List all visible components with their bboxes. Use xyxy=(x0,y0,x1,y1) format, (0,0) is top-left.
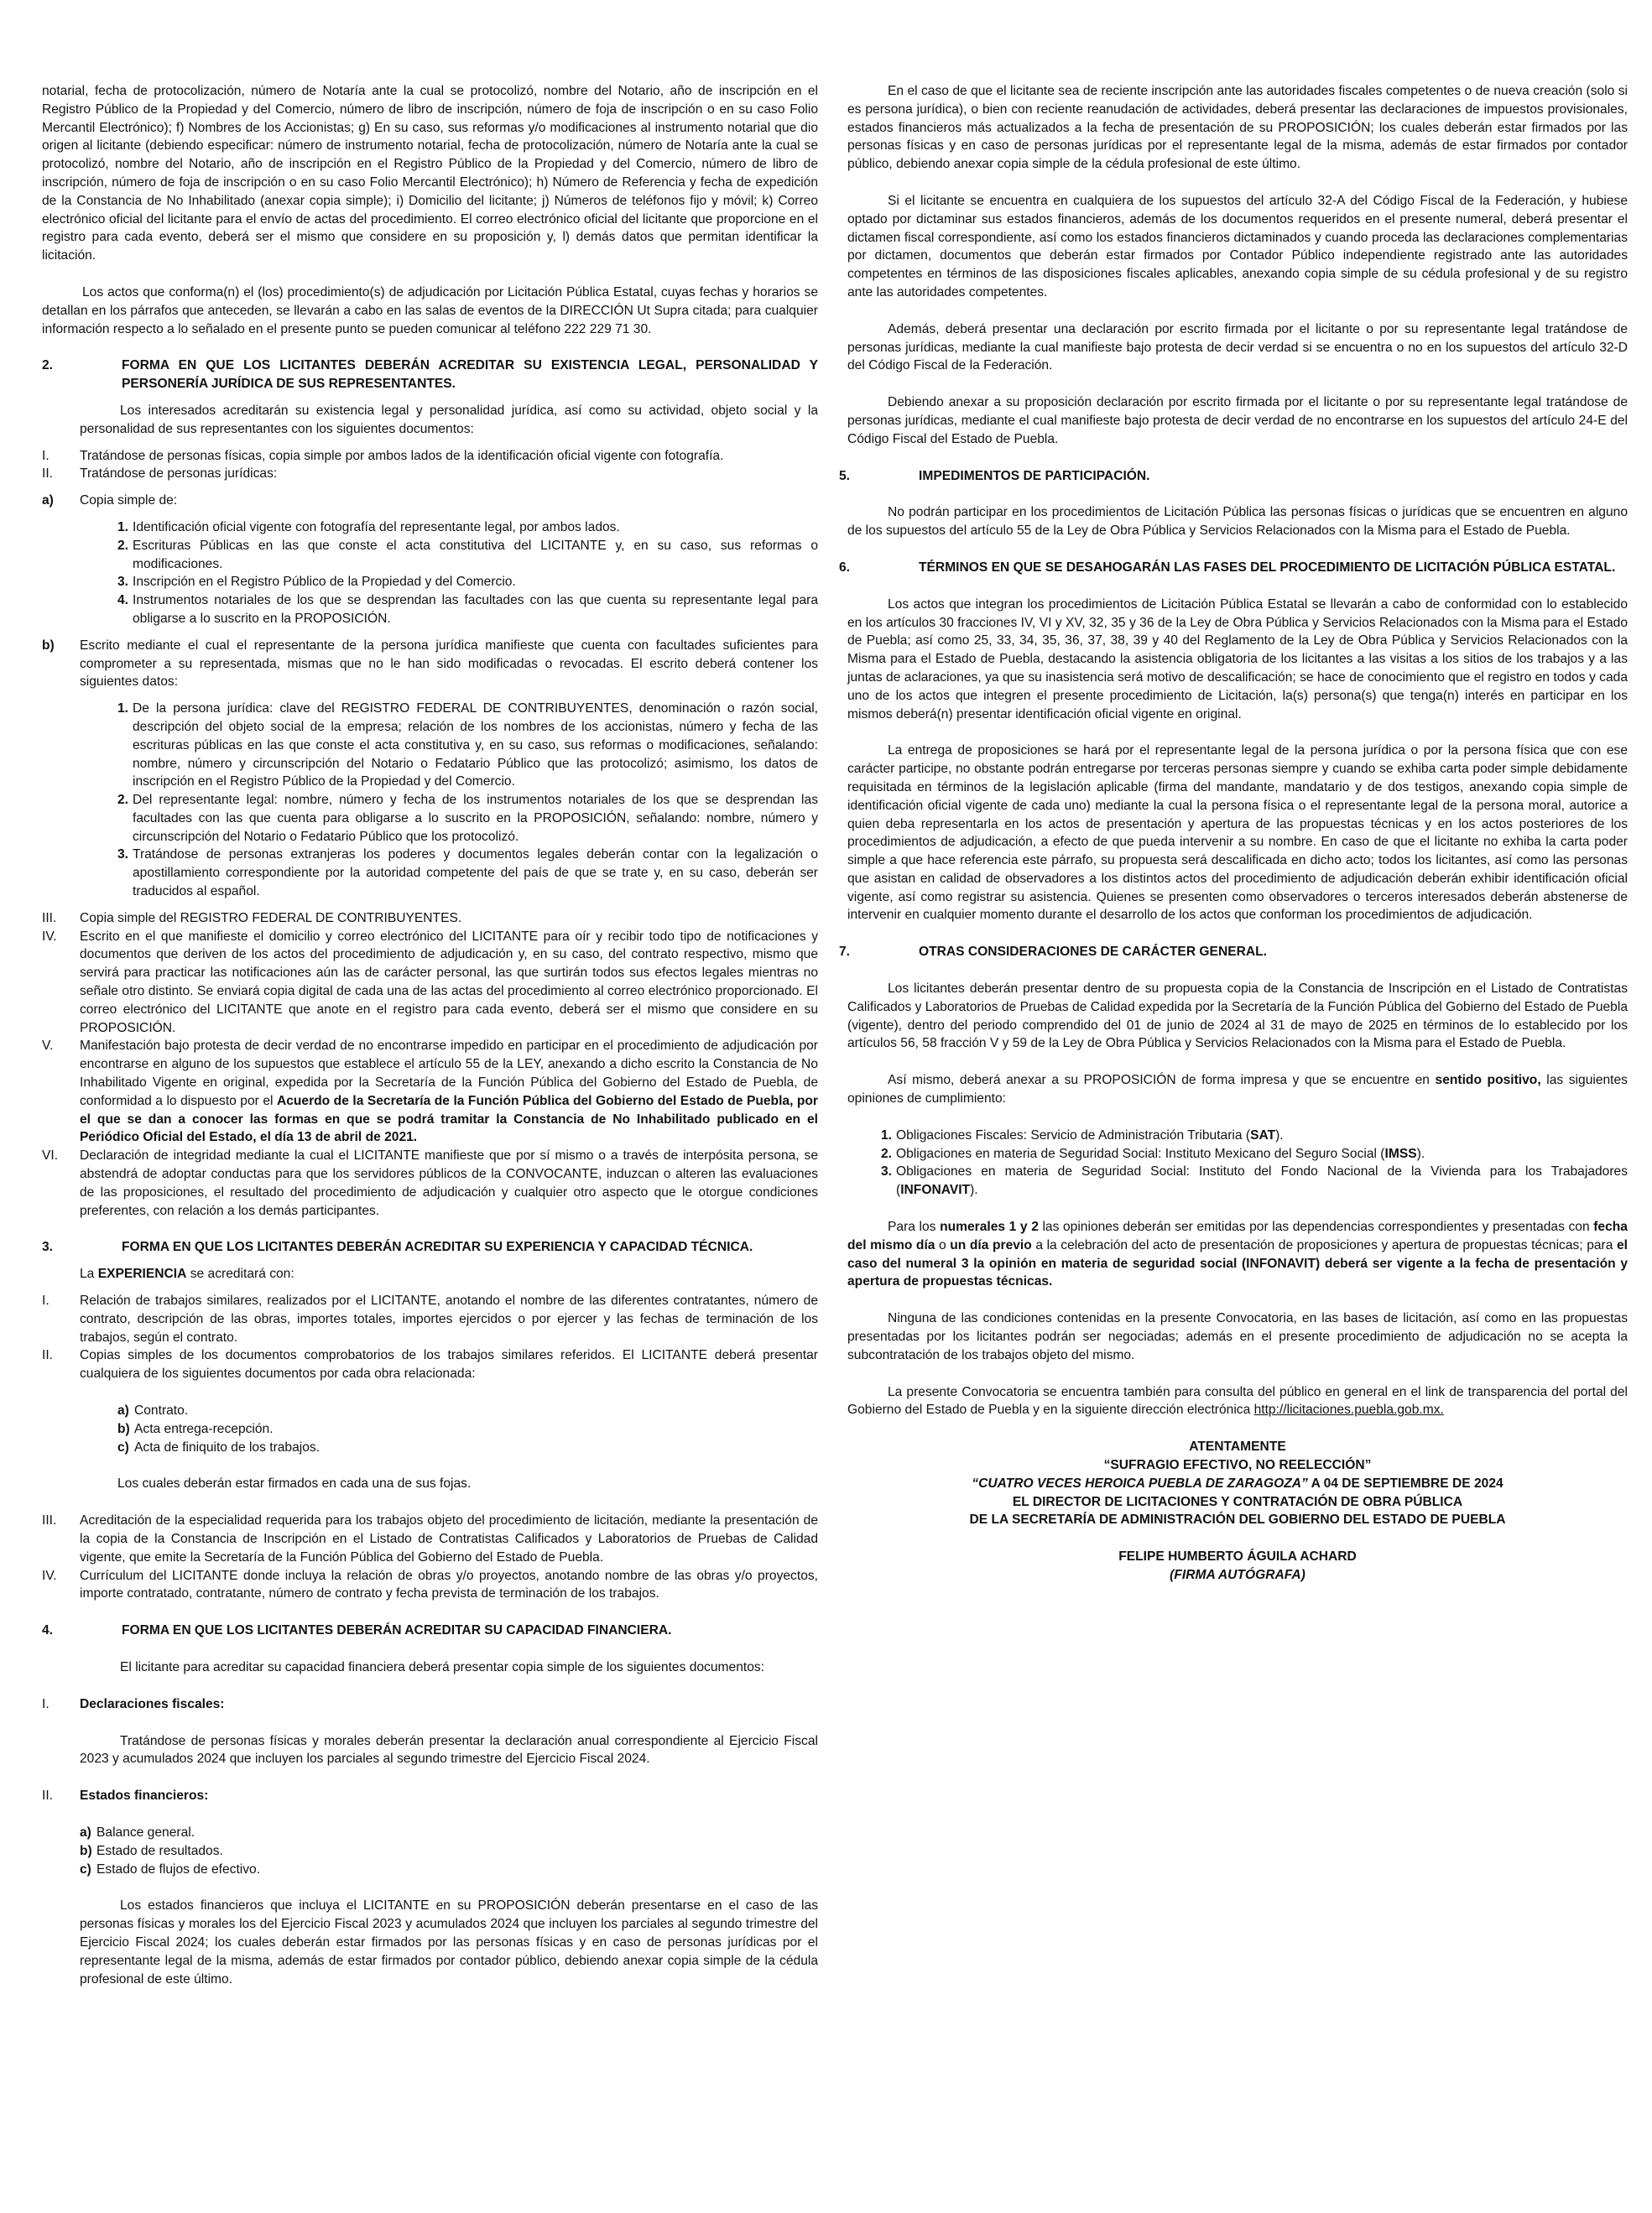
section-3-heading xyxy=(42,1238,818,1257)
section-number: 6. xyxy=(839,560,851,575)
section-title: FORMA EN QUE LOS LICITANTES DEBERÁN ACREDITAR SU CAPACIDAD FINANCIERA. xyxy=(122,1623,672,1638)
paragraph-32a: Si el licitante se encuentra en cualquiera de los supuestos del artículo 32-A del Código Fiscal de la Federación, y hubiese optado por dictaminar sus estados financieros, además de los documentos requeridos en el presente numeral, deberá presentar el dictamen fiscal correspondiente, así como los estados financieros dictaminados y cuando proceda las declaraciones complementarias por dictamen, documentos que deberán estar firmados por Contador Público independiente registrado ante las autoridades competentes en términos de las disposiciones fiscales aplicables, anexando copia simple de su cédula profesional y de su registro ante las autoridades competentes. xyxy=(847,193,1628,299)
list-item: IV. Currículum del LICITANTE donde incluya la relación de obras y/o proyectos, anotando nombre de las obras y/o proyectos, importe contratado, contratante, número de contrato y fecha prevista de terminación de los trabajos. xyxy=(42,1568,818,1601)
section-4-heading xyxy=(42,1622,818,1640)
paragraph-declaraciones: Tratándose de personas físicas y morales deberán presentar la declaración anual correspondiente al Ejercicio Fiscal 2023 y acumulados 2024 que incluyen los parciales al segundo trimestre del Ejercicio Fiscal 2024. xyxy=(80,1733,818,1767)
paragraph-24e: Debiendo anexar a su proposición declaración por escrito firmada por el licitante o por su representante legal tratándose de personas jurídicas, mediante el cual manifieste bajo protesta de decir verdad de no encontrarse en los supuestos del artículo 24-E del Código Fiscal del Estado de Puebla. xyxy=(847,395,1628,446)
list-item xyxy=(80,1824,818,1842)
list-text: Estado de resultados. xyxy=(96,1843,223,1858)
list-item xyxy=(117,700,818,791)
list-item xyxy=(881,1127,1628,1145)
section-title: IMPEDIMENTOS DE PARTICIPACIÓN. xyxy=(919,468,1150,483)
signature-note: (FIRMA AUTÓGRAFA) xyxy=(1170,1568,1305,1582)
list-item xyxy=(117,1402,818,1420)
paragraph-note: Los cuales deberán estar firmados en cada una de sus fojas. xyxy=(117,1476,472,1492)
section-7-heading xyxy=(839,943,1628,961)
list-text: Contrato. xyxy=(134,1403,189,1418)
section-number: 4. xyxy=(42,1623,54,1638)
paragraph-actos-procedimiento: Los actos que conforma(n) el (los) procedimiento(s) de adjudicación por Licitación Pública Estatal, cuyas fechas y horarios se detallan en los párrafos que anteceden, se llevarán a cabo en las salas de eventos de la DIRECCIÓN Ut Supra citada; para cualquier información respecto a lo señalado en el presente punto se pueden comunicar al teléfono 222 229 71 30. xyxy=(42,284,818,336)
list-item xyxy=(881,1163,1628,1200)
list-item: V. Manifestación bajo protesta de decir verdad de no encontrarse impedido en participar en el procedimiento de adjudicación por encontrarse en alguno de los supuestos que establece el artículo 55 de la LEY, anexando a dicho escrito la Constancia de No Inhabilitado Vigente en original, expedida por la Secretaría de la Función Pública del Gobierno del Estado de Puebla, de conformidad a lo dispuesto por el Acuerdo de la Secretaría de la Función Pública del Gobierno del Estado de Puebla, por el que se dan a conocer las formas en que se podrá tramitar la Constancia de No Inhabilitado publicado en el Periódico Oficial del Estado, el día 13 de abril de 2021. xyxy=(42,1039,819,1145)
paragraph-constancia: Los licitantes deberán presentar dentro de su propuesta copia de la Constancia de Inscripción en el Listado de Contratistas Calificados y Laboratorios de Pruebas de Calidad expedida por la Secretaría de la Función Pública del Gobierno del Estado de Puebla (vigente), dentro del periodo comprendido del 01 de junio de 2024 al 31 de mayo de 2025 en términos de lo establecido por los artículos 56, 58 fracción V y 59 de la Ley de Obra Pública y Servicios Relacionados con la Misma para el Estado de Puebla. xyxy=(847,982,1628,1051)
signature-line: EL DIRECTOR DE LICITACIONES Y CONTRATACIÓN DE OBRA PÚBLICA xyxy=(1012,1494,1463,1509)
list-marker: b) xyxy=(80,1843,92,1858)
list-text: Obligaciones en materia de Seguridad Social: Instituto del Fondo Nacional de la Vivienda para los Trabajadores (INFONAVIT). xyxy=(896,1164,1628,1198)
list-marker: 3. xyxy=(117,575,129,590)
list-marker: 1. xyxy=(117,701,129,716)
list-item: a) Copia simple de: xyxy=(42,493,178,508)
numbered-list xyxy=(847,1127,1628,1200)
list-item: I. Declaraciones fiscales: xyxy=(42,1696,225,1711)
section-2-heading xyxy=(42,357,818,393)
left-column xyxy=(42,82,818,1988)
lettered-list xyxy=(42,1402,818,1456)
list-text: Inscripción en el Registro Público de la Propiedad y del Comercio. xyxy=(133,575,516,590)
paragraph-opiniones: Así mismo, deberá anexar a su PROPOSICIÓN de forma impresa y que se encuentre en sentido positivo, las siguientes opiniones de cumplimiento: xyxy=(847,1073,1628,1106)
transparency-link[interactable]: http://licitaciones.puebla.gob.mx. xyxy=(1253,1403,1444,1418)
paragraph-actos-licitacion: Los actos que integran los procedimientos de Licitación Pública Estatal se llevarán a cabo de conformidad con lo establecido en los artículos 30 fracciones IV, VI y XV, 32, 35 y 36 de la Ley de Obra Pública y Servicios Relacionados con la Misma para el Estado de Puebla; así como 25, 33, 34, 35, 36, 37, 38, 39 y 40 del Reglamento de la Ley de Obra Pública y Servicios Relacionados con la Misma para el Estado de Puebla, destacando la asistencia obligatoria de los licitantes a las visitas a los sitios de los trabajos y a las juntas de aclaraciones, ya que su inasistencia será motivo de descalificación; se hace de conocimiento que el registro en todos y cada uno de los actos que integren el presente procedimiento de Licitación, la(s) persona(s) que tenga(n) interés en participar en los mismos deberá(n) presentar identificación oficial vigente en original. xyxy=(847,596,1628,721)
signature-line: “SUFRAGIO EFECTIVO, NO REELECCIÓN” xyxy=(1103,1458,1372,1473)
list-marker: 2. xyxy=(881,1146,893,1161)
list-marker: 2. xyxy=(117,793,129,808)
list-item: b) Escrito mediante el cual el representante de la persona jurídica manifieste que cuenta con facultades suficientes para comprometer a su representada, mismas que no le han sido modificadas o revocadas. El escrito deberá contener los siguientes datos: xyxy=(42,638,818,690)
list-item: I. Tratándose de personas físicas, copia simple por ambos lados de la identificación oficial vigente con fotografía. xyxy=(42,448,724,463)
list-item xyxy=(117,846,818,900)
list-marker: 1. xyxy=(881,1127,893,1143)
list-item: I. Relación de trabajos similares, realizados por el LICITANTE, anotando el nombre de las diferentes contratantes, número de contrato, descripción de las obras, importes totales, importes ejercidos o por ejercer y las fechas de terminación de los trabajos, según el contrato. xyxy=(42,1294,818,1345)
list-item: III. Acreditación de la especialidad requerida para los trabajos objeto del procedimiento de licitación, mediante la presentación de la copia de la Constancia de Inscripción en el Listado de Contratistas Calificados y Laboratorios de Pruebas de Calidad vigente, que emite la Secretaría de la Función Pública del Gobierno del Estado de Puebla. xyxy=(42,1513,818,1565)
list-text: Balance general. xyxy=(96,1825,195,1840)
list-text: Instrumentos notariales de los que se desprendan las facultades con las que cuenta su representante legal para obligarse a lo suscrito en la PROPOSICIÓN. xyxy=(133,593,818,626)
list-text: Tratándose de personas extranjeras los poderes y documentos legales deberán contar con la legalización o apostillamiento correspondiente por la autoridad competente del país de que se trate y, en su caso, deberán ser traducidos al español. xyxy=(133,847,818,899)
list-item xyxy=(117,1420,818,1439)
paragraph-negociacion: Ninguna de las condiciones contenidas en la presente Convocatoria, en las bases de licitación, así como en las propuestas presentadas por los licitantes podrán ser negociadas; además en el presente procedimiento de adjudicación no se acepta la subcontratación de los trabajos objeto del mismo. xyxy=(847,1311,1628,1362)
paragraph-entrega-proposiciones: La entrega de proposiciones se hará por el representante legal de la persona jurídica o por la persona física que con ese carácter participe, no obstante podrán entregarse por terceras personas siempre y cuando se exhiba carta poder simple debidamente requisitada en términos de la legislación aplicable (firma del mandante, mandatario y de dos testigos, anexando copia simple de identificación oficial vigente de cada uno) mediante la cual la persona física o el representante legal de la persona moral, autorice a quien deba representarla en los actos de presentación y apertura de las propuestas técnicas y en los actos posteriores de los procedimientos de adjudicación, a efecto de que pueda intervenir a su nombre. En caso de que el licitante no exhiba la carta poder simple a que hace referencia este párrafo, su propuesta será descalificada en dicho acto; todos los licitantes, así como las personas que asistan en calidad de observadores a los distintos actos del procedimiento de adjudicación deberán exhibir identificación oficial vigente, así como registrar su asistencia. Quienes se presenten como observadores o terceros interesados deberán abstenerse de intervenir en cualquier momento durante el desarrollo de los actos que conforman los procedimientos de adjudicación. xyxy=(847,743,1628,923)
section-title: OTRAS CONSIDERACIONES DE CARÁCTER GENERAL. xyxy=(919,945,1267,960)
paragraph-intro: La EXPERIENCIA se acreditará con: xyxy=(80,1267,294,1282)
list-text: Escrituras Públicas en las que conste el acta constitutiva del LICITANTE y, en su caso, sus reformas o modificaciones. xyxy=(133,538,818,571)
list-marker: 2. xyxy=(117,538,129,553)
list-item xyxy=(117,791,818,846)
signature-line: DE LA SECRETARÍA DE ADMINISTRACIÓN DEL GOBIERNO DEL ESTADO DE PUEBLA xyxy=(969,1513,1506,1528)
paragraph-32d: Además, deberá presentar una declaración por escrito firmada por el licitante o por su representante legal tratándose de personas jurídicas, mediante la cual manifieste bajo protesta de decir verdad si se encuentra o no en los supuestos del artículo 32-D del Código Fiscal de la Federación. xyxy=(847,321,1628,373)
lettered-list xyxy=(4,1824,818,1878)
list-text: Estado de flujos de efectivo. xyxy=(96,1862,261,1877)
list-text: Obligaciones en materia de Seguridad Social: Instituto Mexicano del Seguro Social (IMSS). xyxy=(896,1146,1425,1161)
section-number: 5. xyxy=(839,468,851,483)
list-item: VI. Declaración de integridad mediante la cual el LICITANTE manifieste que por sí mismo o a través de interpósita persona, se abstendrá de adoptar conductas para que los servidores públicos de la CONVOCANTE, induzcan o alteren las evaluaciones de las proposiciones, el resultado del procedimiento de adjudicación y cualquier otro aspecto que le otorgue condiciones preferentes, con relación a los demás participantes. xyxy=(42,1148,818,1218)
signature-line: ATENTAMENTE xyxy=(1189,1440,1286,1455)
list-item xyxy=(117,573,818,591)
list-marker: 1. xyxy=(117,519,129,534)
section-number: 2. xyxy=(42,358,54,373)
list-item xyxy=(117,1439,818,1457)
list-item xyxy=(117,591,818,628)
list-marker: a) xyxy=(80,1825,91,1840)
signature-block xyxy=(847,1438,1628,1585)
paragraph-reciente-inscripcion: En el caso de que el licitante sea de reciente inscripción ante las autoridades fiscales competentes o de nueva creación (solo si es persona jurídica), o bien con reciente reanudación de actividades, deberá presentar las declaraciones de impuestos provisionales, estados financieros más actualizados a la fecha de presentación de su PROPOSICIÓN; los cuales deberán estar firmados por las personas físicas y en caso de personas jurídicas por el representante legal de la misma, además de estar firmados por contador público, debiendo anexar copia simple de la cédula profesional de este último. xyxy=(847,84,1628,172)
paragraph-accionistas: notarial, fecha de protocolización, número de Notaría ante la cual se protocolizó, nombre del Notario, año de inscripción en el Registro Público de la Propiedad y del Comercio, número de libro de inscripción, número de foja de inscripción o en su caso Folio Mercantil Electrónico); f) Nombres de los Accionistas; g) En su caso, sus reformas y/o modificaciones al instrumento notarial que dio origen al licitante (debiendo especificar: número de instrumento notarial, fecha de protocolización, número de Notaría ante la cual se protocolizó, nombre del Notario, año de inscripción en el Registro Público de la Propiedad y del Comercio, número de libro de inscripción, número de foja de inscripción o en su caso Folio Mercantil Electrónico); h) Número de Referencia y fecha de expedición de la Constancia de No Inhabilitado (anexar copia simple); i) Domicilio del licitante; j) Números de teléfonos fijo y móvil; k) Correo electrónico oficial del licitante para el envío de actas del procedimiento. El correo electrónico oficial del licitante que proporcione en el registro para cada evento, deberá ser el mismo que considere en su proposición y, l) demás datos que permitan identificar la licitación. xyxy=(42,84,818,263)
list-item xyxy=(80,1842,818,1861)
list-item xyxy=(117,518,818,537)
section-title: TÉRMINOS EN QUE SE DESAHOGARÁN LAS FASES DEL PROCEDIMIENTO DE LICITACIÓN PÚBLICA ESTATAL. xyxy=(919,560,1616,575)
paragraph-estados-financieros: Los estados financieros que incluya el LICITANTE en su PROPOSICIÓN deberán presentarse en el caso de las personas físicas y morales los del Ejercicio Fiscal 2023 y acumulados 2024 que incluyen los parciales al segundo trimestre del Ejercicio Fiscal 2024; los cuales deberán estar firmados por las personas físicas y en caso de personas jurídicas por el representante legal de la misma, además de estar firmados por contador público, debiendo anexar copia simple de la cédula profesional de este último. xyxy=(80,1898,818,1986)
list-item: II. Tratándose de personas jurídicas: xyxy=(42,466,278,482)
paragraph-impedimentos: No podrán participar en los procedimientos de Licitación Pública las personas físicas o jurídicas que se encuentren en alguno de los supuestos del artículo 55 de la Ley de Obra Pública y Servicios Relacionados con la Misma para el Estado de Puebla. xyxy=(847,505,1628,539)
paragraph-intro: Los interesados acreditarán su existencia legal y personalidad jurídica, así como su actividad, objeto social y la personalidad de sus representantes con los siguientes documentos: xyxy=(80,403,818,436)
numbered-list xyxy=(42,518,818,628)
list-item: II. Copias simples de los documentos comprobatorios de los trabajos similares referidos. El LICITANTE deberá presentar cualquiera de los siguientes documentos por cada obra relacionada: xyxy=(42,1348,818,1382)
paragraph-consulta: La presente Convocatoria se encuentra también para consulta del público en general en el link de transparencia del portal del Gobierno del Estado de Puebla y en la siguiente dirección electrónica http://licitaciones.puebla.gob.mx. xyxy=(847,1384,1628,1418)
list-marker: c) xyxy=(117,1440,129,1455)
paragraph-intro: El licitante para acreditar su capacidad financiera deberá presentar copia simple de los siguientes documentos: xyxy=(120,1659,764,1674)
list-text: Del representante legal: nombre, número y fecha de los instrumentos notariales de los que se desprendan las facultades con las que cuenta para obligarse a lo suscrito en la PROPOSICIÓN, señalando: nombre, número y circunscripción del Notario o Fedatario Público que los protocolizó. xyxy=(133,793,818,844)
list-text: Identificación oficial vigente con fotografía del representante legal, por ambos lados. xyxy=(133,519,620,534)
signer-name: FELIPE HUMBERTO ÁGUILA ACHARD xyxy=(1118,1549,1357,1565)
section-6-heading xyxy=(839,559,1628,577)
section-number: 7. xyxy=(839,945,851,960)
section-title: FORMA EN QUE LOS LICITANTES DEBERÁN ACREDITAR SU EXISTENCIA LEGAL, PERSONALIDAD Y PERSONERÍA JURÍDICA DE SUS REPRESENTANTES. xyxy=(122,358,818,392)
list-marker: 4. xyxy=(117,593,129,608)
section-number: 3. xyxy=(42,1240,54,1255)
list-marker: a) xyxy=(117,1403,129,1418)
list-item xyxy=(117,537,818,574)
list-item: III. Copia simple del REGISTRO FEDERAL DE CONTRIBUYENTES. xyxy=(42,910,462,925)
list-marker: c) xyxy=(80,1862,91,1877)
list-item: II. Estados financieros: xyxy=(42,1789,209,1804)
signature-line: “CUATRO VECES HEROICA PUEBLA DE ZARAGOZA” A 04 DE SEPTIEMBRE DE 2024 xyxy=(972,1476,1503,1491)
list-text: Acta de finiquito de los trabajos. xyxy=(134,1440,320,1455)
paragraph-numerales: Para los numerales 1 y 2 las opiniones deberán ser emitidas por las dependencias correspondientes y presentadas con fecha del mismo día o un día previo a la celebración del acto de presentación de proposiciones y apertura de propuestas técnicas; para el caso del numeral 3 la opinión en materia de seguridad social (INFONAVIT) deberá ser vigente a la fecha de presentación y apertura de propuestas técnicas. xyxy=(847,1220,1628,1289)
list-item xyxy=(80,1861,818,1879)
list-text: De la persona jurídica: clave del REGISTRO FEDERAL DE CONTRIBUYENTES, denominación o razón social, descripción del objeto social de la empresa; relación de los nombres de los accionistas, número y fecha de las escrituras públicas en las que conste el acta constitutiva y, en su caso, sus reformas o modificaciones, señalando: nombre, número y circunscripción del Notario o Fedatario Público que las protocolizó; asimismo, los datos de inscripción en el Registro Público de la Propiedad y del Comercio. xyxy=(133,701,818,789)
section-title: FORMA EN QUE LOS LICITANTES DEBERÁN ACREDITAR SU EXPERIENCIA Y CAPACIDAD TÉCNICA. xyxy=(122,1240,753,1255)
section-5-heading xyxy=(839,467,1628,486)
list-text: Acta entrega-recepción. xyxy=(134,1421,274,1436)
right-column xyxy=(839,82,1628,1585)
list-marker: b) xyxy=(117,1421,130,1436)
numbered-list xyxy=(42,700,818,901)
list-text: Obligaciones Fiscales: Servicio de Administración Tributaria (SAT). xyxy=(896,1127,1284,1143)
list-item: IV. Escrito en el que manifieste el domicilio y correo electrónico del LICITANTE para oír y recibir todo tipo de notificaciones y documentos que deriven de los actos del procedimiento de adjudicación y, en su caso, del contrato respectivo, mismo que servirá para practicar las notificaciones aún las de carácter personal, las que surtirán todos sus efectos legales mientras no señale otro distinto. Se enviará copia digital de cada una de las actas del procedimiento al correo electrónico proporcionado. El correo electrónico del LICITANTE que anote en el registro para cada evento, deberá ser el mismo que considere en su PROPOSICIÓN. xyxy=(42,929,818,1035)
list-marker: 3. xyxy=(117,847,129,862)
list-item xyxy=(881,1145,1628,1164)
list-marker: 3. xyxy=(881,1164,893,1179)
